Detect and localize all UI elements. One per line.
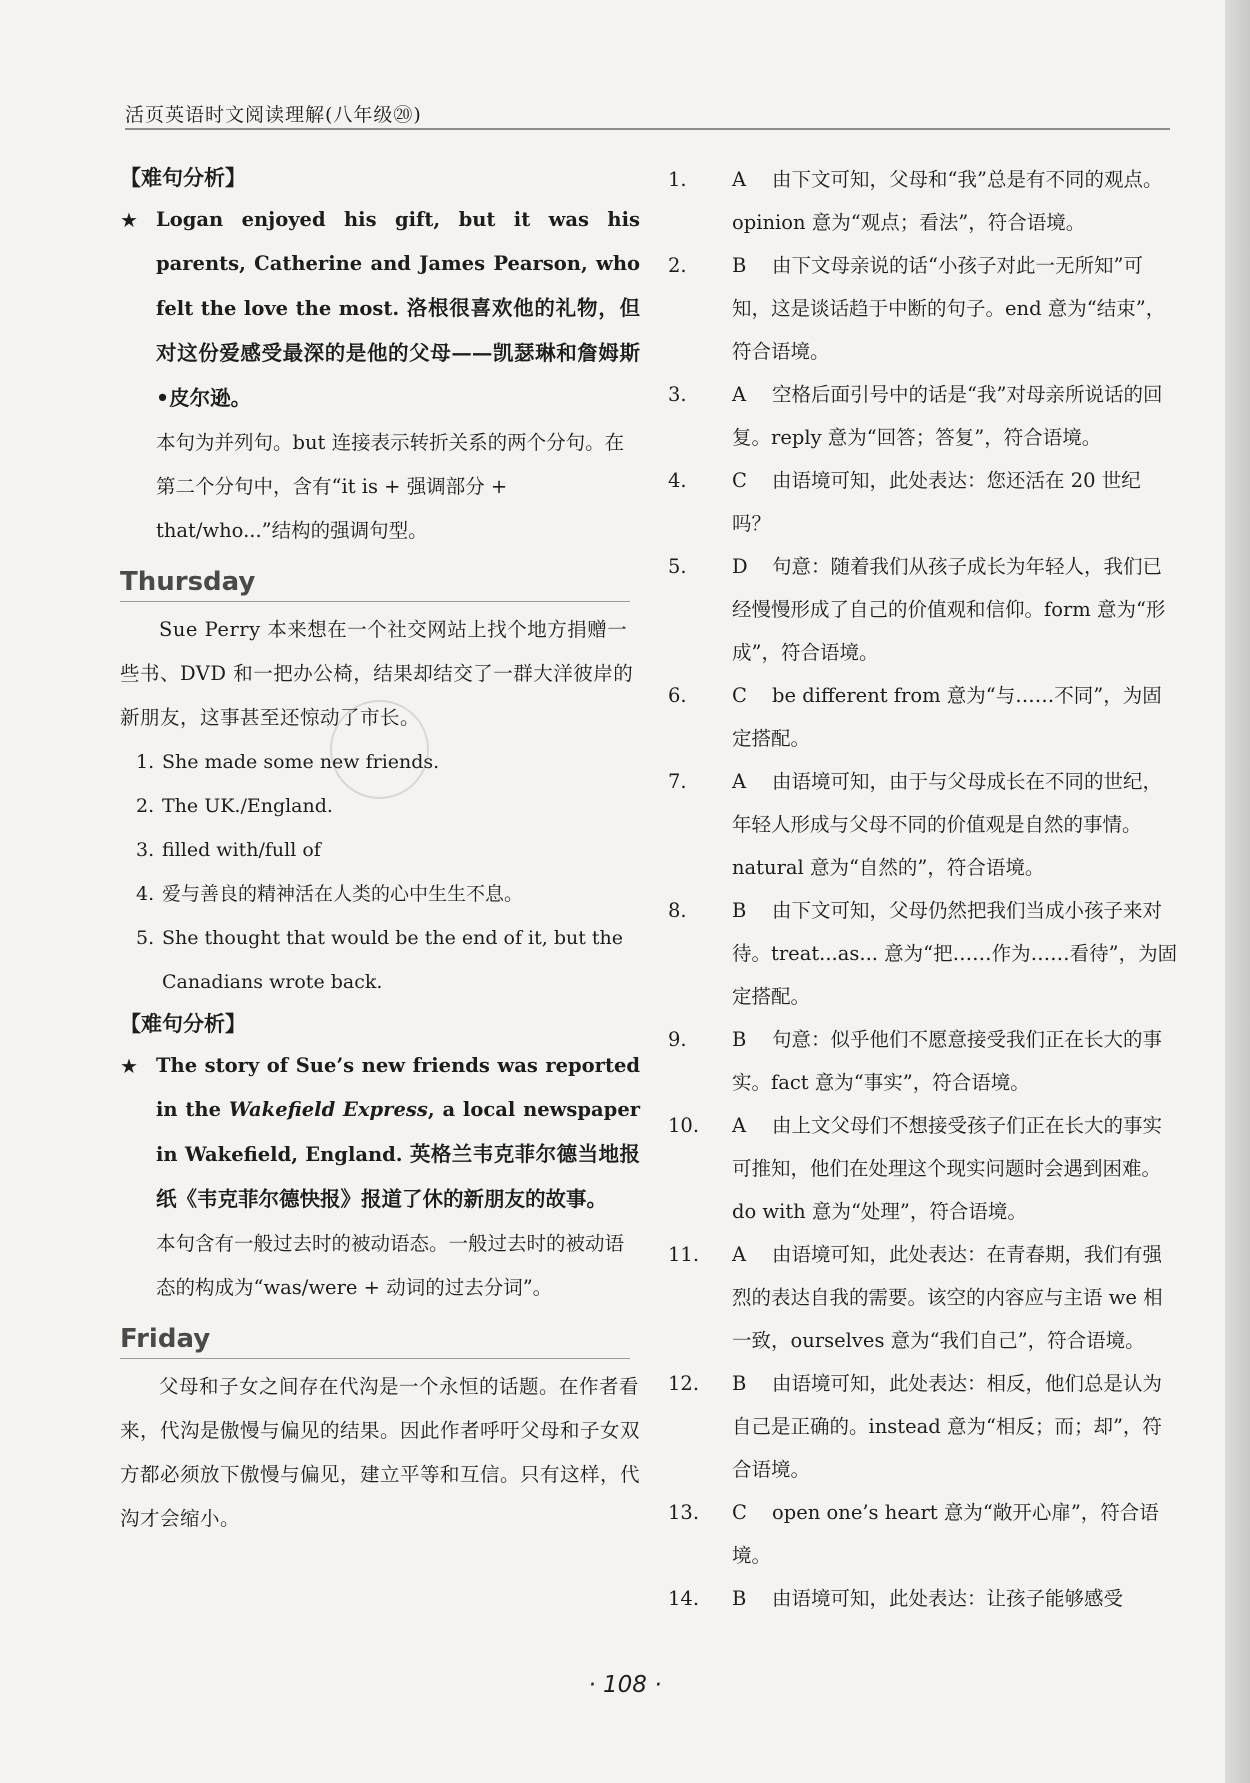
sentence-chinese: 洛根很喜欢他的礼物，但对这份爱感受最深的是他的父母——凯瑟琳和詹姆斯•皮尔逊。 bbox=[156, 296, 640, 410]
item-number: 5. bbox=[136, 927, 155, 949]
answer-number: 4. bbox=[668, 469, 687, 492]
item-text: The UK./England. bbox=[162, 795, 333, 817]
answer-explanation: 空格后面引号中的话是“我”对母亲所说话的回复。reply 意为“回答；答复”，符合语境。 bbox=[732, 383, 1163, 449]
item-number: 2. bbox=[136, 795, 155, 817]
answer-item bbox=[668, 674, 1178, 760]
answer-number: 12. bbox=[668, 1372, 700, 1395]
item-number: 1. bbox=[136, 751, 155, 773]
sentence-english bbox=[156, 1044, 640, 1222]
answer-item bbox=[668, 1362, 1178, 1491]
star-icon: ★ bbox=[120, 208, 138, 232]
friday-summary: 父母和子女之间存在代沟是一个永恒的话题。在作者看来，代沟是傲慢与偏见的结果。因此作者呼吁父母和子女双方都必须放下傲慢与偏见，建立平等和互信。只有这样，代沟才会缩小。 bbox=[120, 1375, 641, 1530]
answer-letter: B bbox=[732, 1587, 747, 1610]
answer-item bbox=[668, 1577, 1178, 1620]
sentence-english-text: Logan enjoyed his gift, but it was his parents, Catherine and James Pearson, who felt the love the most. bbox=[156, 208, 640, 320]
answer-explanation: 由语境可知，此处表达：您还活在 20 世纪吗？ bbox=[732, 469, 1141, 535]
sentence-chinese: 英格兰韦克菲尔德当地报纸《韦克菲尔德快报》报道了休的新朋友的故事。 bbox=[156, 1142, 641, 1211]
answer-item bbox=[668, 459, 1178, 545]
item-text: filled with/full of bbox=[162, 839, 321, 861]
answer-number: 1. bbox=[668, 168, 687, 191]
difficult-sentence-label: 【难句分析】 bbox=[120, 1012, 246, 1036]
answer-item bbox=[668, 1104, 1178, 1233]
item-number: 3. bbox=[136, 839, 155, 861]
answer-explanation: 由下文可知，父母仍然把我们当成小孩子来对待。treat...as... 意为“把……作为……看待”，为固定搭配。 bbox=[732, 899, 1178, 1008]
list-item bbox=[120, 916, 640, 1004]
answer-letter: B bbox=[732, 1372, 747, 1395]
difficult-sentence-label: 【难句分析】 bbox=[120, 166, 246, 190]
page-spine-shadow bbox=[1225, 0, 1250, 1783]
item-text: She made some new friends. bbox=[162, 751, 440, 773]
answer-item bbox=[668, 158, 1178, 244]
answer-explanation: be different from 意为“与……不同”，为固定搭配。 bbox=[732, 684, 1162, 750]
list-item bbox=[120, 828, 640, 872]
left-column bbox=[120, 158, 640, 1541]
item-text: She thought that would be the end of it, but the Canadians wrote back. bbox=[162, 927, 624, 993]
answer-letter: C bbox=[732, 684, 747, 707]
answer-number: 14. bbox=[668, 1587, 700, 1610]
answer-item bbox=[668, 373, 1178, 459]
watermark-stamp bbox=[330, 700, 429, 799]
answer-explanation: 句意：随着我们从孩子成长为年轻人，我们已经慢慢形成了自己的价值观和信仰。form 意为“形成”，符合语境。 bbox=[732, 555, 1166, 664]
header-rule bbox=[125, 128, 1170, 130]
answer-item bbox=[668, 889, 1178, 1018]
answer-number: 10. bbox=[668, 1114, 700, 1137]
answer-letter: A bbox=[732, 1114, 747, 1137]
answer-number: 11. bbox=[668, 1243, 700, 1266]
answer-explanation: 由语境可知，此处表达：相反，他们总是认为自己是正确的。instead 意为“相反；而；却”，符合语境。 bbox=[732, 1372, 1163, 1481]
answer-letter: A bbox=[732, 383, 747, 406]
sentence-english-part-a: The story of Sue’s new friends was reported in the bbox=[156, 1054, 640, 1121]
answer-explanation: 句意：似乎他们不愿意接受我们正在长大的事实。fact 意为“事实”，符合语境。 bbox=[732, 1028, 1163, 1094]
answer-item bbox=[668, 1491, 1178, 1577]
answer-letter: B bbox=[732, 899, 747, 922]
answer-item bbox=[668, 1233, 1178, 1362]
difficult-sentence-block bbox=[120, 1044, 640, 1222]
difficult-sentence-block bbox=[120, 198, 640, 421]
answer-number: 2. bbox=[668, 254, 687, 277]
answer-explanation: 由上文父母们不想接受孩子们正在长大的事实可推知，他们在处理这个现实问题时会遇到困难。do with 意为“处理”，符合语境。 bbox=[732, 1114, 1163, 1223]
answer-letter: C bbox=[732, 1501, 747, 1524]
item-number: 4. bbox=[136, 883, 155, 905]
answer-letter: B bbox=[732, 1028, 747, 1051]
answer-letter: D bbox=[732, 555, 748, 578]
answer-item bbox=[668, 545, 1178, 674]
section-title-friday: Friday bbox=[120, 1310, 630, 1359]
sentence-analysis: 本句含有一般过去时的被动语态。一般过去时的被动语态的构成为“was/were + 动词的过去分词”。 bbox=[156, 1232, 625, 1299]
answer-letter: A bbox=[732, 1243, 747, 1266]
answer-letter: B bbox=[732, 254, 747, 277]
answer-number: 5. bbox=[668, 555, 687, 578]
answer-explanation: 由下文可知，父母和“我”总是有不同的观点。opinion 意为“观点；看法”，符合语境。 bbox=[732, 168, 1163, 234]
answer-number: 8. bbox=[668, 899, 687, 922]
answer-letter: A bbox=[732, 168, 747, 191]
answer-item bbox=[668, 760, 1178, 889]
page-number: · 108 · bbox=[588, 1672, 662, 1698]
answer-item bbox=[668, 1018, 1178, 1104]
sentence-english bbox=[156, 198, 640, 421]
newspaper-name: Wakefield Express bbox=[228, 1098, 428, 1121]
sentence-analysis: 本句为并列句。but 连接表示转折关系的两个分句。在第二个分句中，含有“it is + 强调部分 + that/who...”结构的强调句型。 bbox=[156, 431, 625, 542]
answer-number: 3. bbox=[668, 383, 687, 406]
running-header: 活页英语时文阅读理解(八年级⑳) bbox=[125, 104, 422, 126]
answer-number: 13. bbox=[668, 1501, 700, 1524]
answer-explanation: 由语境可知，由于与父母成长在不同的世纪，年轻人形成与父母不同的价值观是自然的事情。natural 意为“自然的”，符合语境。 bbox=[732, 770, 1163, 879]
answer-number: 6. bbox=[668, 684, 687, 707]
answer-letter: C bbox=[732, 469, 747, 492]
sentence-english-part-b: , a local newspaper in Wakefield, England. bbox=[156, 1098, 640, 1166]
thursday-summary: Sue Perry 本来想在一个社交网站上找个地方捐赠一些书、DVD 和一把办公椅，结果却结交了一群大洋彼岸的新朋友，这事甚至还惊动了市长。 bbox=[120, 618, 634, 729]
list-item bbox=[120, 872, 640, 916]
item-text: 爱与善良的精神活在人类的心中生生不息。 bbox=[162, 883, 524, 905]
answer-explanation: open one’s heart 意为“敞开心扉”，符合语境。 bbox=[732, 1501, 1159, 1567]
section-title-thursday: Thursday bbox=[120, 553, 630, 602]
answer-explanation: 由下文母亲说的话“小孩子对此一无所知”可知，这是谈话趋于中断的句子。end 意为“结束”，符合语境。 bbox=[732, 254, 1166, 363]
answer-item bbox=[668, 244, 1178, 373]
answer-number: 9. bbox=[668, 1028, 687, 1051]
star-icon: ★ bbox=[120, 1054, 138, 1078]
answer-number: 7. bbox=[668, 770, 687, 793]
answer-letter: A bbox=[732, 770, 747, 793]
answer-explanation: 由语境可知，此处表达：在青春期，我们有强烈的表达自我的需要。该空的内容应与主语 we 相一致，ourselves 意为“我们自己”，符合语境。 bbox=[732, 1243, 1163, 1352]
right-column bbox=[668, 158, 1178, 1620]
answer-explanation: 由语境可知，此处表达：让孩子能够感受 bbox=[772, 1587, 1124, 1610]
